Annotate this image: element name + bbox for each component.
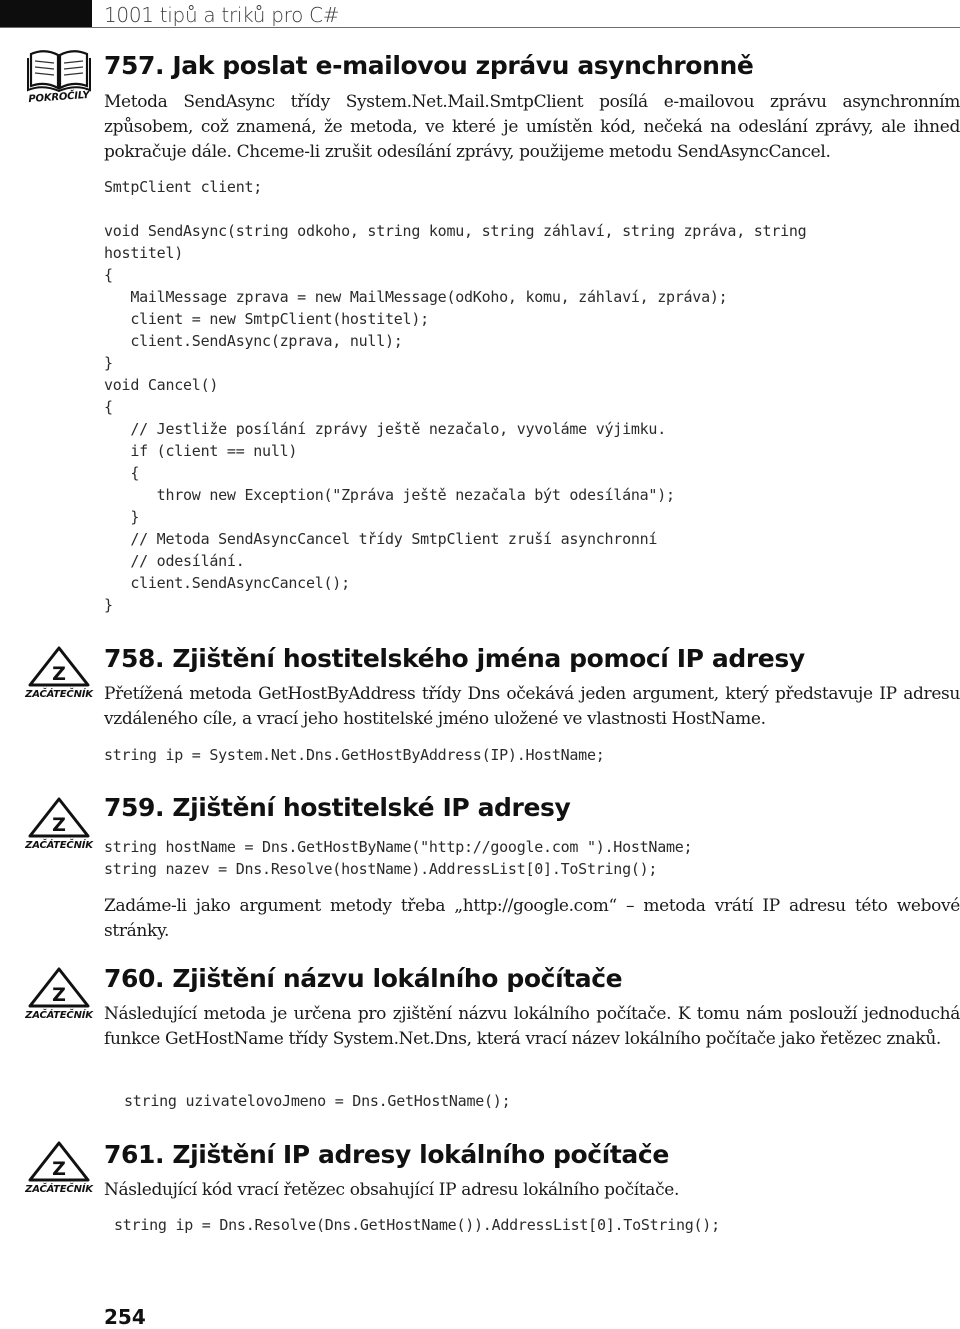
- section-758-paragraph: [104, 682, 960, 732]
- beginner-badge: [24, 645, 94, 703]
- beginner-badge: [24, 966, 94, 1024]
- beginner-badge-label: ZAČÁTEČNÍK: [25, 840, 93, 851]
- section-759-text: Zadáme-li jako argument metody třeba „http://google.com“ – metoda vrátí IP adresu této webové stránky.: [104, 896, 960, 941]
- beginner-badge-label: ZAČÁTEČNÍK: [25, 1184, 93, 1195]
- beginner-badge-label: ZAČÁTEČNÍK: [25, 689, 93, 700]
- beginner-badge-label: ZAČÁTEČNÍK: [25, 1010, 93, 1021]
- section-761-code: string ip = Dns.Resolve(Dns.GetHostName()).AddressList[0].ToString();: [114, 1216, 720, 1234]
- section-757-text: Metoda SendAsync třídy System.Net.Mail.SmtpClient posílá e-mailovou zprávu asynchronním způsobem, což znamená, že metoda, ve které je umístěn kód, nečeká na odeslání zprávy, ale ihned pokračuje dále. Chceme-li zrušit odesílání zprávy, použijeme metodu SendAsyncCancel.: [104, 92, 960, 162]
- section-761-paragraph: [104, 1178, 960, 1203]
- warning-triangle-z-icon: [24, 645, 94, 689]
- advanced-badge: [25, 44, 93, 110]
- page-number: 254: [104, 1305, 146, 1329]
- open-book-icon: [25, 44, 93, 94]
- header-color-bar: [0, 0, 92, 27]
- section-760-code: string uzivatelovoJmeno = Dns.GetHostName();: [124, 1092, 511, 1110]
- section-761-heading: 761. Zjištění IP adresy lokálního počítače: [104, 1140, 669, 1169]
- warning-triangle-z-icon: [24, 966, 94, 1010]
- section-761-text: Následující kód vrací řetězec obsahující IP adresu lokálního počítače.: [104, 1180, 680, 1200]
- advanced-badge-label: POKROČILÝ: [28, 89, 90, 106]
- section-757-code: SmtpClient client; void SendAsync(string odkoho, string komu, string záhlaví, string zpráva, string hostitel) { MailMessage zprava = new MailMessage(odKoho, komu, záhlaví, zpráva); client = new SmtpClient(hostitel); client.SendAsync(zprava, null); } void Cancel() { // Jestliže posílání zprávy ještě nezačalo, vyvoláme výjimku. if (client == null) { throw new Exception("Zpráva ještě nezačala být odesílána"); } // Metoda SendAsyncCancel třídy SmtpClient zruší asynchronní // odesílání. client.SendAsyncCancel(); }: [104, 178, 807, 614]
- svg-text:Z: Z: [52, 814, 66, 836]
- svg-text:Z: Z: [52, 1158, 66, 1180]
- section-760-paragraph: [104, 1002, 960, 1052]
- warning-triangle-z-icon: [24, 796, 94, 840]
- beginner-badge: [24, 796, 94, 854]
- beginner-badge: [24, 1140, 94, 1198]
- section-757-paragraph: [104, 90, 960, 165]
- section-758-code: string ip = System.Net.Dns.GetHostByAddress(IP).HostName;: [104, 746, 605, 764]
- section-759-heading: 759. Zjištění hostitelské IP adresy: [104, 793, 571, 822]
- svg-text:Z: Z: [52, 984, 66, 1006]
- section-757-heading: 757. Jak poslat e-mailovou zprávu asynchronně: [104, 51, 754, 80]
- section-760-text: Následující metoda je určena pro zjištění názvu lokálního počítače. K tomu nám poslouží jednoduchá funkce GetHostName třídy System.Net.Dns, která vrací název lokálního počítače jako řetězec znaků.: [104, 1004, 960, 1049]
- section-758-heading: 758. Zjištění hostitelského jména pomocí IP adresy: [104, 644, 805, 673]
- section-759-code: string hostName = Dns.GetHostByName("http://google.com ").HostName; string nazev = Dns.Resolve(hostName).AddressList[0].ToString();: [104, 838, 693, 878]
- header-rule: [0, 27, 960, 28]
- section-760-heading: 760. Zjištění názvu lokálního počítače: [104, 964, 623, 993]
- warning-triangle-z-icon: [24, 1140, 94, 1184]
- section-759-paragraph: [104, 894, 960, 944]
- running-header-title: 1001 tipů a triků pro C#: [104, 3, 340, 27]
- svg-text:Z: Z: [52, 663, 66, 685]
- section-758-text: Přetížená metoda GetHostByAddress třídy Dns očekává jeden argument, který představuje IP adresu vzdáleného cíle, a vrací jeho hostitelské jméno uložené ve vlastnosti HostName.: [104, 684, 960, 729]
